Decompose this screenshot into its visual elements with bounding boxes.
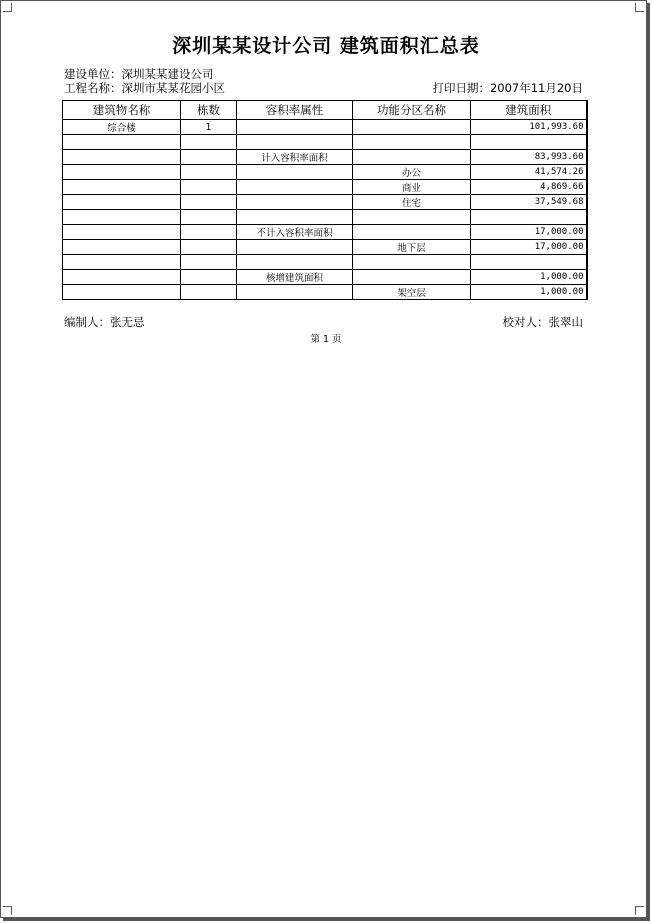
cell-far-attribute <box>237 285 353 300</box>
cell-count <box>181 180 237 195</box>
cell-area: 17,000.00 <box>471 240 587 255</box>
table-row <box>63 270 587 285</box>
cell-area: 4,869.66 <box>471 180 587 195</box>
table-row <box>63 165 587 180</box>
spacer-cell <box>63 255 181 270</box>
table-spacer-row <box>63 255 587 270</box>
crop-mark-top-left <box>3 3 12 12</box>
table-body <box>63 120 587 300</box>
cell-zone <box>353 120 471 135</box>
cell-count <box>181 165 237 180</box>
cell-count <box>181 285 237 300</box>
cell-area: 17,000.00 <box>471 225 587 240</box>
project-name: 工程名称：深圳市某某花园小区 <box>64 81 225 95</box>
table-row <box>63 285 587 300</box>
cell-building <box>63 180 181 195</box>
cell-area: 41,574.26 <box>471 165 587 180</box>
column-header-count: 栋数 <box>181 101 237 120</box>
cell-count <box>181 270 237 285</box>
cell-zone: 办公 <box>353 165 471 180</box>
cell-far-attribute: 计入容积率面积 <box>237 150 353 165</box>
column-header-building: 建筑物名称 <box>63 101 181 120</box>
cell-count <box>181 225 237 240</box>
report-title: 深圳某某设计公司 建筑面积汇总表 <box>172 35 480 57</box>
cell-far-attribute <box>237 120 353 135</box>
crop-mark-bottom-right <box>635 906 644 915</box>
spacer-cell <box>471 210 587 225</box>
spacer-cell <box>237 135 353 150</box>
cell-far-attribute: 核增建筑面积 <box>237 270 353 285</box>
column-header-zone: 功能分区名称 <box>353 101 471 120</box>
spacer-cell <box>471 135 587 150</box>
cell-count <box>181 240 237 255</box>
table-row <box>63 240 587 255</box>
cell-far-attribute <box>237 180 353 195</box>
table-row <box>63 150 587 165</box>
cell-building <box>63 225 181 240</box>
spacer-cell <box>353 135 471 150</box>
spacer-cell <box>237 255 353 270</box>
cell-zone: 架空层 <box>353 285 471 300</box>
cell-building <box>63 165 181 180</box>
column-header-far-attribute: 容积率属性 <box>237 101 353 120</box>
spacer-cell <box>181 210 237 225</box>
cell-building <box>63 285 181 300</box>
table-row <box>63 225 587 240</box>
cell-zone: 地下层 <box>353 240 471 255</box>
cell-area: 1,000.00 <box>471 285 587 300</box>
spacer-cell <box>237 210 353 225</box>
cell-building <box>63 195 181 210</box>
checker: 校对人：张翠山 <box>502 315 583 329</box>
cell-area: 37,549.68 <box>471 195 587 210</box>
spacer-cell <box>353 255 471 270</box>
table-row <box>63 120 587 135</box>
spacer-cell <box>181 255 237 270</box>
cell-count <box>181 150 237 165</box>
cell-building <box>63 150 181 165</box>
print-date: 打印日期：2007年11月20日 <box>432 81 583 95</box>
column-header-area: 建筑面积 <box>471 101 587 120</box>
spacer-cell <box>471 255 587 270</box>
cell-building: 综合楼 <box>63 120 181 135</box>
cell-far-attribute <box>237 240 353 255</box>
table-spacer-row <box>63 210 587 225</box>
cell-count: 1 <box>181 120 237 135</box>
cell-count <box>181 195 237 210</box>
cell-zone <box>353 270 471 285</box>
table-row <box>63 180 587 195</box>
cell-far-attribute <box>237 195 353 210</box>
spacer-cell <box>63 210 181 225</box>
cell-zone <box>353 150 471 165</box>
compiler: 编制人：张无忌 <box>64 315 145 329</box>
cell-area: 1,000.00 <box>471 270 587 285</box>
cell-building <box>63 270 181 285</box>
crop-mark-bottom-left <box>3 906 12 915</box>
construction-unit: 建设单位：深圳某某建设公司 <box>64 67 214 81</box>
cell-far-attribute: 不计入容积率面积 <box>237 225 353 240</box>
table-header-row <box>63 101 587 120</box>
cell-area: 83,993.60 <box>471 150 587 165</box>
cell-zone: 商业 <box>353 180 471 195</box>
cell-far-attribute <box>237 165 353 180</box>
spacer-cell <box>353 210 471 225</box>
spacer-cell <box>63 135 181 150</box>
cell-area: 101,993.60 <box>471 120 587 135</box>
area-summary-table <box>62 100 588 300</box>
table-row <box>63 195 587 210</box>
cell-building <box>63 240 181 255</box>
cell-zone <box>353 225 471 240</box>
page-number: 第 1 页 <box>310 334 342 345</box>
crop-mark-top-right <box>635 3 644 12</box>
table-spacer-row <box>63 135 587 150</box>
cell-zone: 住宅 <box>353 195 471 210</box>
spacer-cell <box>181 135 237 150</box>
